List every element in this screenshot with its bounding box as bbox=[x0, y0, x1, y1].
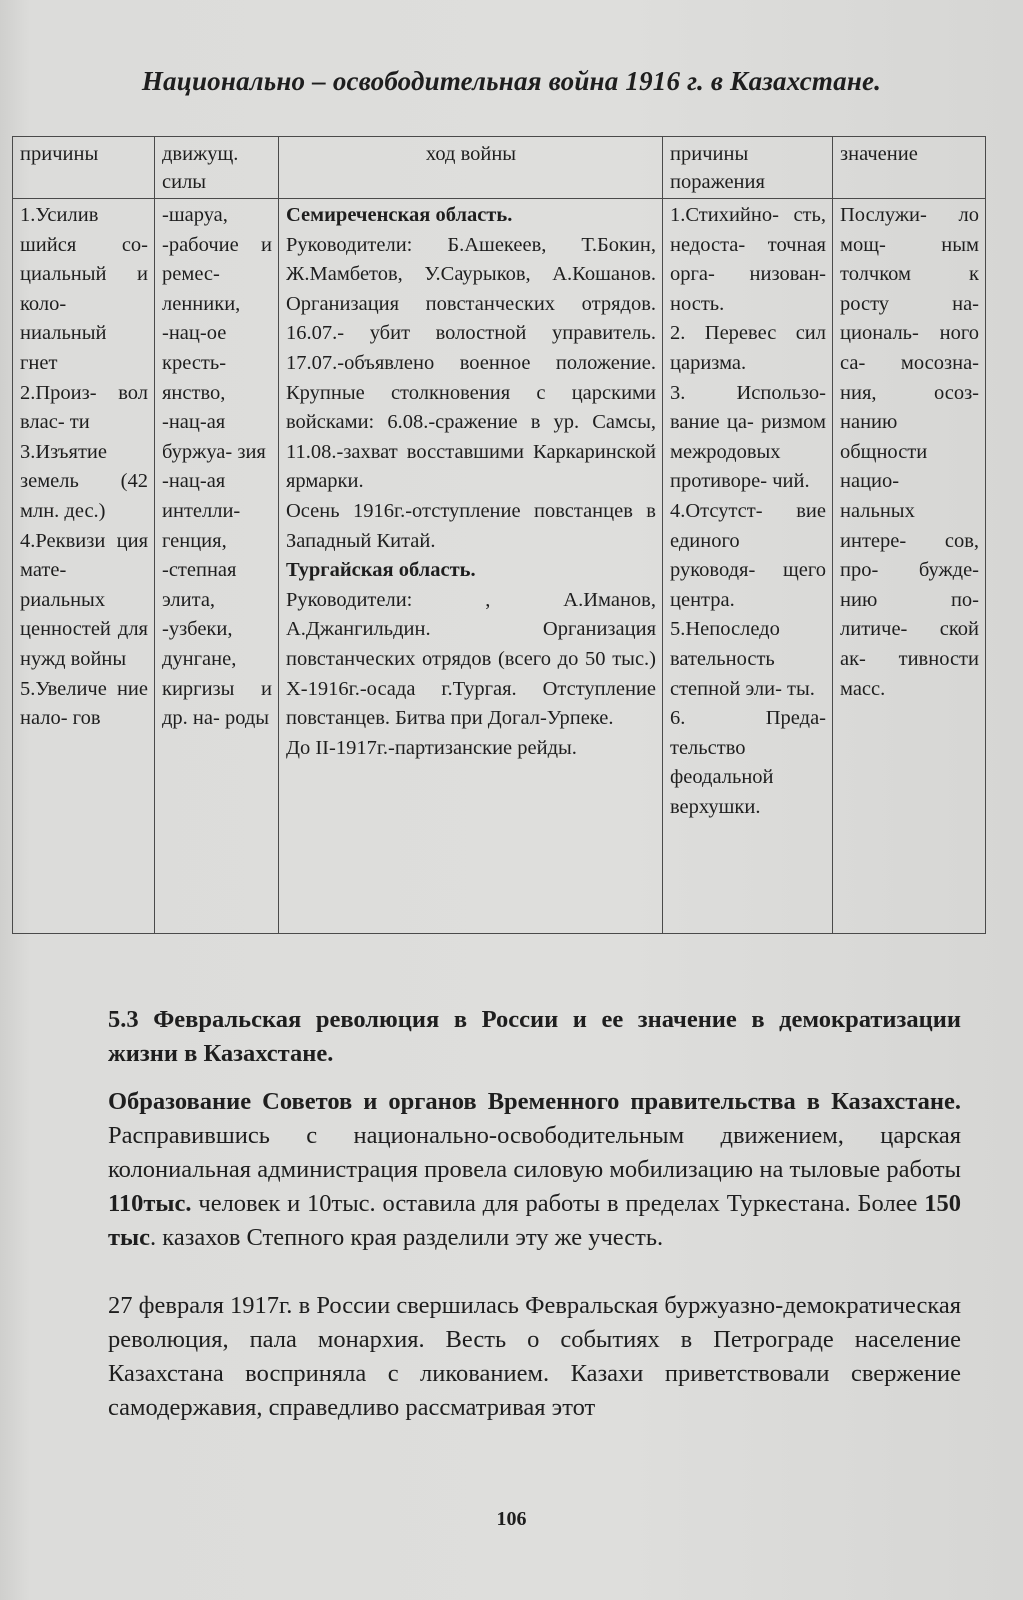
cell-significance bbox=[833, 199, 986, 934]
table-header-row bbox=[13, 137, 986, 199]
header-significance: значение bbox=[833, 137, 986, 199]
cause-5: 5.Увеличе ние нало- гов bbox=[20, 677, 148, 730]
cell-causes bbox=[13, 199, 155, 934]
force-2: -рабочие и ремес- ленники, bbox=[162, 233, 272, 315]
cell-defeat bbox=[663, 199, 833, 934]
force-5: -нац-ая интелли- генция, bbox=[162, 470, 241, 552]
p2-text: 27 февраля 1917г. в России свершилась Февральская буржуазно-демократическая революция, пала монархия. Весть о событиях в Петрограде население Казахстана восприняла с ликованием. Казахи приветствовали свержение самодержавия, справедливо рассматривая этот bbox=[108, 1292, 961, 1421]
section-subheading: Образование Советов и органов Временного правительства в Казахстане. bbox=[108, 1088, 961, 1115]
table-row bbox=[13, 199, 986, 934]
force-7: -узбеки, дунгане, киргизы и др. на- роды bbox=[162, 618, 272, 730]
cause-3: 3.Изъятие земель (42 млн. дес.) bbox=[20, 440, 148, 522]
cell-forces bbox=[155, 199, 279, 934]
paragraph-2 bbox=[108, 1289, 961, 1425]
p1-part-e: . казахов Степного края разделили эту же учесть. bbox=[150, 1224, 664, 1251]
p1-part-a: Расправившись с национально-освободительным движением, царская колониальная администрация провела силовую мобилизацию на тыловые работы bbox=[108, 1122, 961, 1183]
page-number: 106 bbox=[496, 1508, 527, 1530]
p1-part-c: человек и 10тыс. оставила для работы в пределах Туркестана. Более bbox=[191, 1190, 925, 1217]
cause-1: 1.Усилив шийся со- циальный и коло- ниальный гнет bbox=[20, 204, 148, 374]
course-region-2-text-2: До II-1917г.-партизанские рейды. bbox=[286, 736, 577, 759]
p1-bold-150: 150 тыс bbox=[108, 1190, 961, 1251]
header-forces: движущ. силы bbox=[155, 137, 279, 199]
course-region-2-text: Руководители: , А.Иманов, А.Джангильдин. Организация повстанческих отрядов (всего до 50 тыс.) X-1916г.-осада г.Тургая. Отступление повстанцев. Битва при Догал-Урпеке. bbox=[286, 588, 656, 730]
defeat-2: 2. Перевес сил царизма. bbox=[670, 322, 826, 374]
cause-2: 2.Произ- вол влас- ти bbox=[20, 381, 148, 434]
header-causes: причины bbox=[13, 137, 155, 199]
course-region-1-text: Руководители: Б.Ашекеев, Т.Бокин, Ж.Мамбетов, У.Саурыков, А.Кошанов. Организация повстанческих отрядов. 16.07.- убит волостной управитель. 17.07.-объявлено военное положение. Крупные столкновения с царскими войсками: 6.08.-сражение в ур. Самсы, 11.08.-захват восставшими Каркаринской ярмарки. bbox=[286, 233, 656, 493]
force-3: -нац-ое кресть- янство, bbox=[162, 322, 227, 404]
cell-course bbox=[279, 199, 663, 934]
header-course: ход войны bbox=[279, 137, 663, 199]
page-title: Национально – освободительная война 1916 г. в Казахстане. bbox=[141, 66, 882, 96]
force-6: -степная элита, bbox=[162, 559, 237, 611]
defeat-3: 3. Использо- вание ца- ризмом межродовых противоре- чий. bbox=[670, 381, 826, 493]
section-block bbox=[108, 1003, 961, 1071]
defeat-1: 1.Стихийно- сть, недоста- точная орга- низован- ность. bbox=[670, 204, 826, 315]
course-region-2: Тургайская область. bbox=[286, 559, 476, 582]
header-defeat: причины поражения bbox=[663, 137, 833, 199]
cause-4: 4.Реквизи ция мате- риальных ценностей для нужд войны bbox=[20, 529, 148, 670]
p1-bold-110: 110тыс. bbox=[108, 1190, 192, 1217]
course-region-1-text-2: Осень 1916г.-отступление повстанцев в Западный Китай. bbox=[286, 499, 656, 552]
defeat-4: 4.Отсутст- вие единого руководя- щего центра. bbox=[670, 499, 826, 611]
course-region-1: Семиреченская область. bbox=[286, 204, 513, 226]
force-4: -нац-ая буржуа- зия bbox=[162, 411, 266, 463]
defeat-5: 5.Непоследо вательность степной эли- ты. bbox=[670, 618, 815, 700]
paragraph-1 bbox=[108, 1085, 961, 1255]
section-heading: 5.3 Февральская революция в России и ее значение в демократизации жизни в Казахстане. bbox=[108, 1006, 961, 1067]
war-table bbox=[12, 136, 986, 934]
defeat-6: 6. Преда- тельство феодальной верхушки. bbox=[670, 707, 826, 818]
force-1: -шаруа, bbox=[162, 204, 228, 226]
significance-text: Послужи- ло мощ- ным толчком к росту на- циональ- ного са- мосозна- ния, осоз- нанию общности нацио- нальных интере- сов, про- бужде- нию по- литиче- ской ак- тивности масс. bbox=[840, 204, 979, 700]
